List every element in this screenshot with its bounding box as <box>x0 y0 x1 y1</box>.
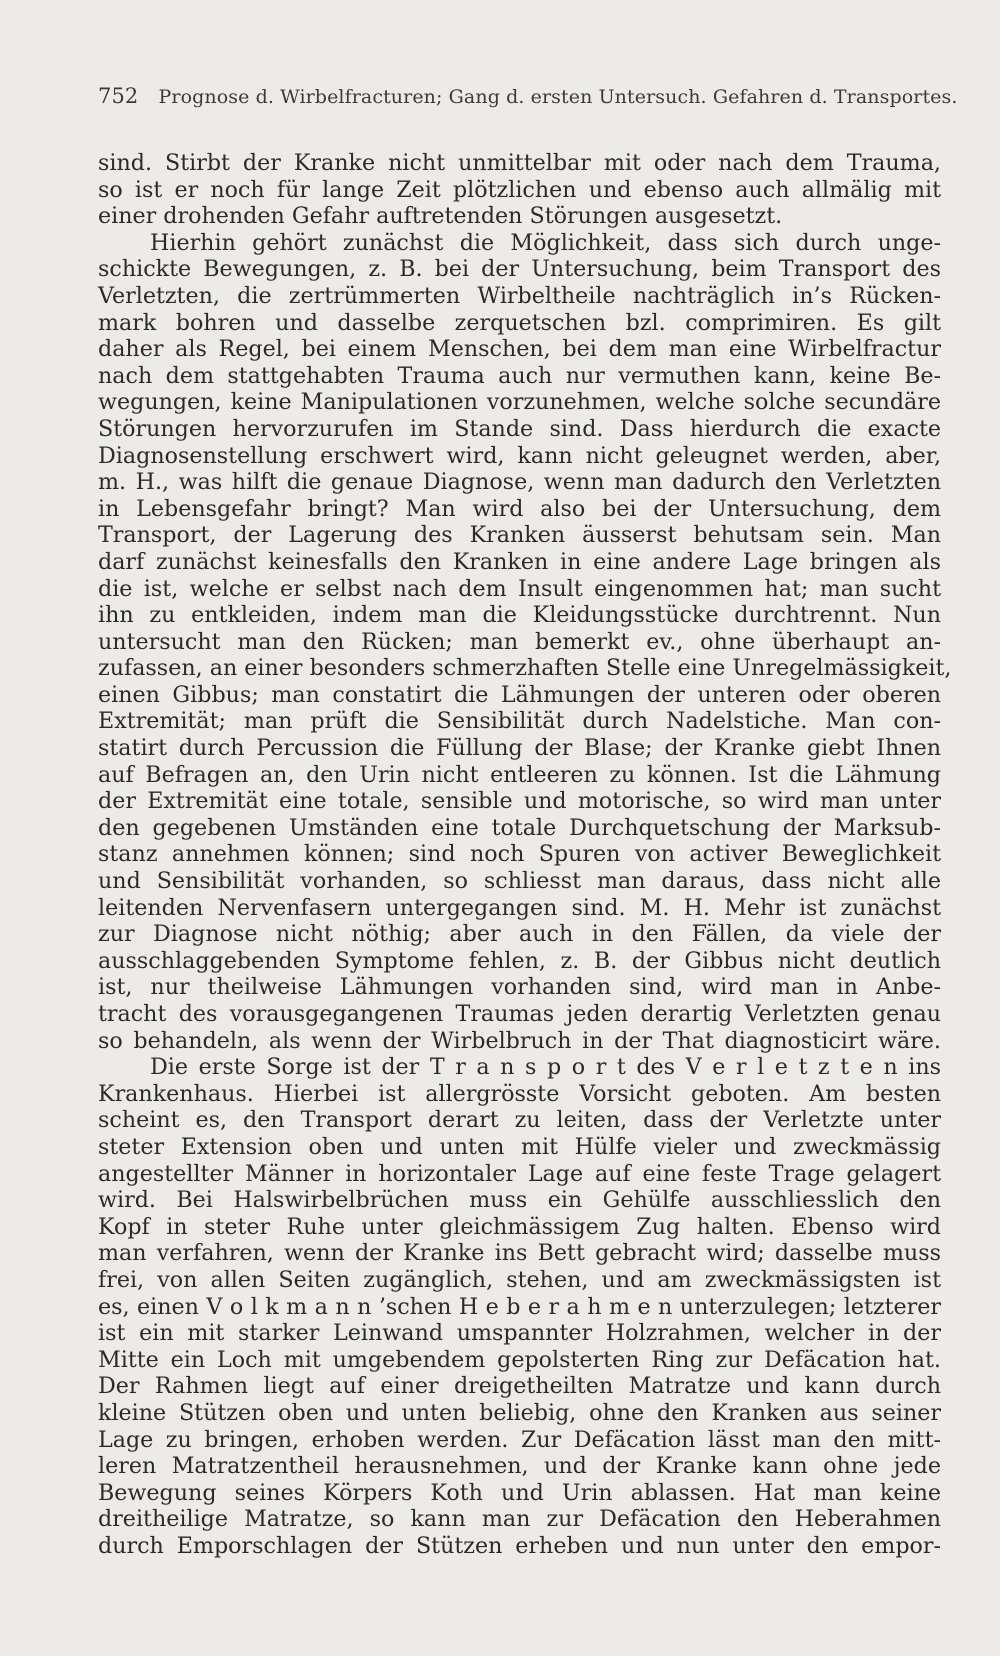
text-line: Die erste Sorge ist der T r a n s p o r t des V e r l e t z t e n ins <box>150 1054 941 1081</box>
text-line: den gegebenen Umständen eine totale Durchquetschung der Marksub- <box>98 814 941 841</box>
text-line: wird. Bei Halswirbelbrüchen muss ein Gehülfe ausschliesslich den <box>98 1187 941 1214</box>
text-line: Störungen hervorzurufen im Stande sind. Dass hierdurch die exacte <box>98 415 941 442</box>
text-line: ausschlaggebenden Symptome fehlen, z. B. der Gibbus nicht deutlich <box>98 947 941 974</box>
text-line: Hierhin gehört zunächst die Möglichkeit, dass sich durch unge- <box>150 229 941 256</box>
text-line: man verfahren, wenn der Kranke ins Bett gebracht wird; dasselbe muss <box>98 1240 941 1267</box>
text-line: leren Matratzentheil herausnehmen, und der Kranke kann ohne jede <box>98 1453 941 1480</box>
text-line: Extremität; man prüft die Sensibilität durch Nadelstiche. Man con- <box>98 708 941 735</box>
text-line: scheint es, den Transport derart zu leiten, dass der Verletzte unter <box>98 1107 941 1134</box>
text-line: so ist er noch für lange Zeit plötzlichen und ebenso auch allmälig mit <box>98 176 941 203</box>
text-line: ihn zu entkleiden, indem man die Kleidungsstücke durchtrennt. Nun <box>98 602 941 629</box>
text-line: tracht des vorausgegangenen Traumas jeden derartig Verletzten genau <box>98 1001 941 1027</box>
text-line: Transport, der Lagerung des Kranken äusserst behutsam sein. Man <box>98 522 941 549</box>
text-line: einen Gibbus; man constatirt die Lähmungen der unteren oder oberen <box>98 681 941 708</box>
text-line: durch Emporschlagen der Stützen erheben und nun unter den empor- <box>98 1532 941 1559</box>
text-line: Verletzten, die zertrümmerten Wirbeltheile nachträglich in’s Rücken- <box>98 282 941 309</box>
text-line: Bewegung seines Körpers Koth und Urin ablassen. Hat man keine <box>98 1479 941 1506</box>
text-line: nach dem stattgehabten Trauma auch nur vermuthen kann, keine Be- <box>98 362 941 389</box>
text-line: schickte Bewegungen, z. B. bei der Untersuchung, beim Transport des <box>98 256 941 283</box>
text-line: es, einen V o l k m a n n ’schen H e b e r a h m e n unterzulegen; letzterer <box>98 1293 941 1320</box>
running-title: Prognose d. Wirbelfracturen; Gang d. ersten Untersuch. Gefahren d. Transportes. <box>158 86 958 108</box>
text-line: leitenden Nervenfasern untergegangen sind. M. H. Mehr ist zunächst <box>98 894 941 921</box>
text-line: ist ein mit starker Leinwand umspannter Holzrahmen, welcher in der <box>98 1320 941 1347</box>
text-line: so behandeln, als wenn der Wirbelbruch in der That diagnosticirt wäre. <box>98 1027 941 1054</box>
page-number: 752 <box>98 84 139 108</box>
text-line: auf Befragen an, den Urin nicht entleeren zu können. Ist die Lähmung <box>98 761 941 788</box>
text-line: Diagnosenstellung erschwert wird, kann nicht geleugnet werden, aber, <box>98 442 941 469</box>
text-line: daher als Regel, bei einem Menschen, bei dem man eine Wirbelfractur <box>98 336 941 363</box>
running-head <box>98 84 958 109</box>
text-line: m. H., was hilft die genaue Diagnose, wenn man dadurch den Verletzten <box>98 469 941 496</box>
text-line: statirt durch Percussion die Füllung der Blase; der Kranke giebt Ihnen <box>98 735 941 762</box>
text-line: Mitte ein Loch mit umgebendem gepolsterten Ring zur Defäcation hat. <box>98 1346 941 1373</box>
text-line: Krankenhaus. Hierbei ist allergrösste Vorsicht geboten. Am besten <box>98 1080 941 1107</box>
text-line: dreitheilige Matratze, so kann man zur Defäcation den Heberahmen <box>98 1506 941 1533</box>
text-line: Der Rahmen liegt auf einer dreigetheilten Matratze und kann durch <box>98 1373 941 1400</box>
text-line: angestellter Männer in horizontaler Lage auf eine feste Trage gelagert <box>98 1160 941 1187</box>
text-line: wegungen, keine Manipulationen vorzunehmen, welche solche secundäre <box>98 389 941 416</box>
text-line: ist, nur theilweise Lähmungen vorhanden sind, wird man in Anbe- <box>98 974 941 1001</box>
text-line: und Sensibilität vorhanden, so schliesst man daraus, dass nicht alle <box>98 868 941 895</box>
text-line: der Extremität eine totale, sensible und motorische, so wird man unter <box>98 788 941 815</box>
text-line: steter Extension oben und unten mit Hülfe vieler und zweckmässig <box>98 1133 941 1160</box>
text-line: zur Diagnose nicht nöthig; aber auch in den Fällen, da viele der <box>98 921 941 948</box>
text-line: mark bohren und dasselbe zerquetschen bzl. comprimiren. Es gilt <box>98 309 941 336</box>
text-line: kleine Stützen oben und unten beliebig, ohne den Kranken aus seiner <box>98 1399 941 1426</box>
text-line: einer drohenden Gefahr auftretenden Störungen ausgesetzt. <box>98 203 783 230</box>
text-line: zufassen, an einer besonders schmerzhaften Stelle eine Unregelmässigkeit, <box>98 655 952 682</box>
text-line: Lage zu bringen, erhoben werden. Zur Defäcation lässt man den mitt- <box>98 1426 941 1453</box>
text-line: sind. Stirbt der Kranke nicht unmittelbar mit oder nach dem Trauma, <box>98 150 941 176</box>
text-line: die ist, welche er selbst nach dem Insult eingenommen hat; man sucht <box>98 575 941 602</box>
text-line: untersucht man den Rücken; man bemerkt ev., ohne überhaupt an- <box>98 628 941 655</box>
text-line: darf zunächst keinesfalls den Kranken in eine andere Lage bringen als <box>98 548 941 575</box>
text-line: frei, von allen Seiten zugänglich, stehen, und am zweckmässigsten ist <box>98 1266 941 1293</box>
text-line: stanz annehmen können; sind noch Spuren von activer Beweglichkeit <box>98 841 941 868</box>
text-line: Kopf in steter Ruhe unter gleichmässigem Zug halten. Ebenso wird <box>98 1213 941 1240</box>
text-line: in Lebensgefahr bringt? Man wird also bei der Untersuchung, dem <box>98 495 941 522</box>
body-text <box>98 150 952 1559</box>
